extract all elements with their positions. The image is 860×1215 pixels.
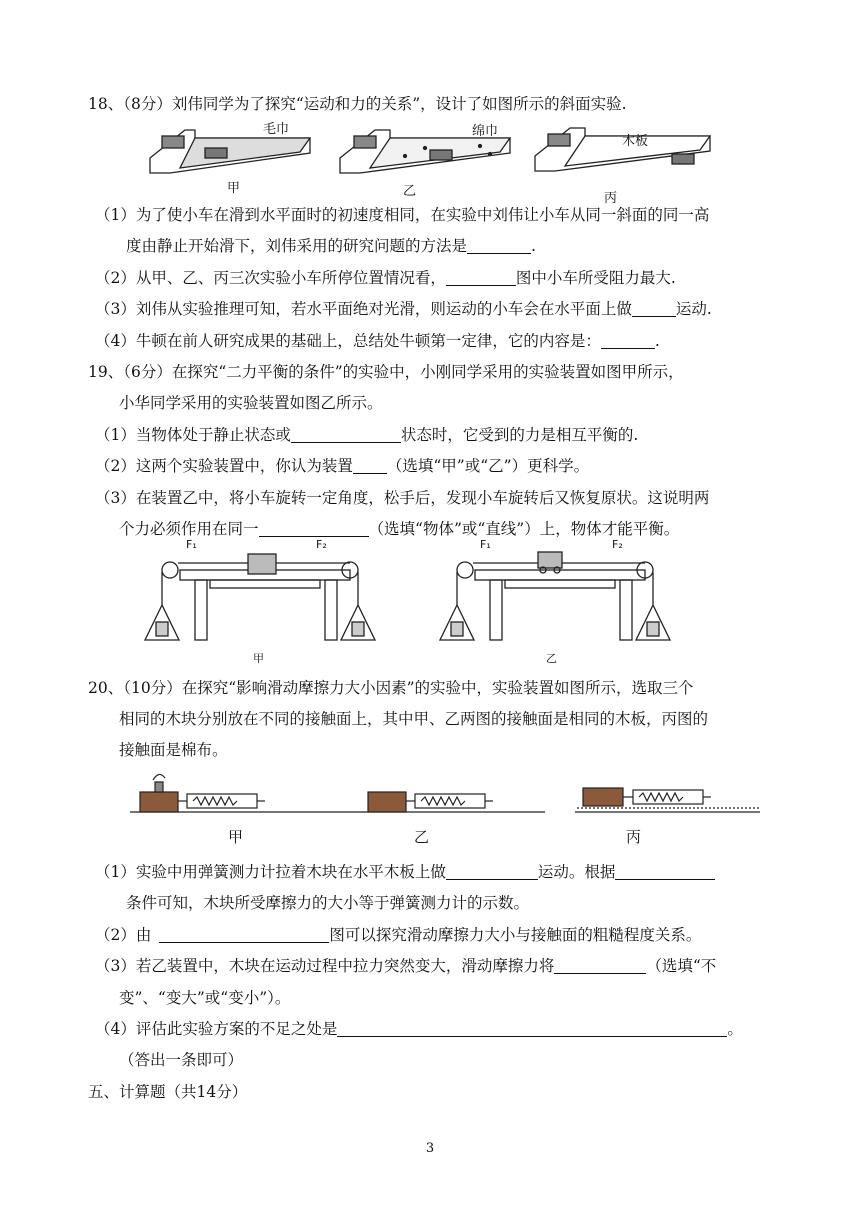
answer-blank[interactable]: [259, 520, 369, 537]
q18-s3-text: （3）刘伟从实验推理可知，若水平面绝对光滑，则运动的小车会在水平面上做: [95, 300, 632, 318]
q19-label-f1-jia: F₁: [186, 538, 197, 551]
q20-s2-end: 图可以探究滑动摩擦力大小与接触面的粗糙程度关系。: [329, 926, 702, 944]
q18-label-jia: 甲: [227, 181, 241, 196]
q20-s1-line1: [95, 862, 715, 882]
q19-label-jia: 甲: [253, 652, 264, 665]
q20-s3-line2: 变”、“变大”或“变小”）。: [119, 989, 291, 1007]
q19-s3-line1: （3）在装置乙中，将小车旋转一定角度，松手后，发现小车旋转后又恢复原状。这说明两: [95, 489, 710, 507]
q20-s1-line2: 条件可知，木块所受摩擦力的大小等于弹簧测力计的示数。: [126, 894, 530, 912]
page-number: 3: [425, 1141, 435, 1156]
q20-label-yi: 乙: [414, 828, 430, 846]
answer-blank[interactable]: [353, 457, 387, 474]
q18-label-cotton: 绵巾: [472, 124, 499, 139]
answer-blank[interactable]: [632, 300, 676, 317]
answer-blank[interactable]: [554, 957, 646, 974]
q20-stem-line1: 20、（10分）在探究“影响滑动摩擦力大小因素”的实验中，实验装置如图所示，选取三个: [88, 679, 694, 697]
answer-blank[interactable]: [291, 426, 401, 443]
q18-s4-text: （4）牛顿在前人研究成果的基础上，总结处牛顿第一定律，它的内容是：: [95, 332, 601, 350]
q19-s3-end: （选填“物体”或“直线”）上，物体才能平衡。: [368, 520, 680, 538]
q19-s3-text: 个力必须作用在同一: [119, 520, 259, 538]
q19-s1-end: 状态时，它受到的力是相互平衡的.: [400, 426, 639, 444]
q19-label-f1-yi: F₁: [480, 538, 491, 551]
answer-blank[interactable]: [446, 863, 538, 880]
q20-fig-jia: [130, 774, 355, 812]
q19-fig-jia: [145, 554, 375, 640]
q19-s1-text: （1）当物体处于静止状态或: [95, 426, 291, 444]
q19-stem-line1: 19、（6分）在探究“二力平衡的条件”的实验中，小刚同学采用的实验装置如图甲所示，: [88, 363, 684, 381]
q20-s1-mid: 运动。根据: [537, 863, 616, 881]
q18-s2-text: （2）从甲、乙、丙三次实验小车所停位置情况看，: [95, 269, 446, 287]
answer-blank[interactable]: [467, 237, 531, 254]
section-5-heading: 五、计算题（共14分）: [88, 1083, 248, 1101]
answer-blank[interactable]: [615, 863, 715, 880]
q19-label-yi: 乙: [546, 652, 557, 665]
q20-label-bing: 丙: [626, 828, 642, 846]
q18-s2-end: 图中小车所受阻力最大.: [515, 269, 676, 287]
q19-label-f2-yi: F₂: [612, 538, 623, 551]
answer-blank[interactable]: [601, 332, 655, 349]
q18-s4-end: .: [654, 332, 660, 350]
q19-s3-line2: [119, 519, 679, 539]
q19-label-f2-jia: F₂: [316, 538, 327, 551]
q20-s4: [95, 1019, 743, 1039]
answer-blank[interactable]: [159, 926, 329, 943]
q20-s4-text: （4）评估此实验方案的不足之处是: [95, 1020, 338, 1038]
q20-s2-text: （2）由: [95, 926, 152, 944]
q20-fig-yi: [355, 792, 545, 812]
q19-s1: [95, 425, 638, 445]
q19-stem-line2: 小华同学采用的实验装置如图乙所示。: [119, 394, 383, 412]
q19-fig-yi: [440, 552, 670, 640]
q18-s3: [95, 299, 712, 319]
q20-s3-end: （选填“不: [646, 957, 717, 975]
q18-label-towel: 毛巾: [263, 122, 290, 137]
q20-s4-note: （答出一条即可）: [119, 1051, 244, 1069]
q20-s1-text: （1）实验中用弹簧测力计拉着木块在水平木板上做: [95, 863, 446, 881]
q20-label-jia: 甲: [228, 828, 244, 846]
q19-s2-end: （选填“甲”或“乙”）更科学。: [386, 457, 590, 475]
answer-blank[interactable]: [337, 1020, 727, 1037]
q18-s1-line1: （1）为了使小车在滑到水平面时的初速度相同，在实验中刘伟让小车从同一斜面的同一高: [95, 206, 710, 224]
q19-balance-figure: [140, 540, 680, 670]
q20-s2: [95, 925, 701, 945]
q18-s4: [95, 331, 660, 351]
q19-s2: [95, 456, 589, 476]
answer-blank[interactable]: [446, 269, 516, 286]
q18-s1-end: .: [531, 237, 536, 255]
q18-s1-line2: [126, 236, 536, 256]
q20-stem-line2: 相同的木块分别放在不同的接触面上，其中甲、乙两图的接触面是相同的木板，丙图的: [119, 710, 709, 728]
q20-s3-text: （3）若乙装置中，木块在运动过程中拉力突然变大，滑动摩擦力将: [95, 957, 555, 975]
q18-s3-end: 运动.: [675, 300, 712, 318]
q20-s3-line1: [95, 956, 716, 976]
q20-friction-figure: [125, 770, 765, 825]
q18-label-bing: 丙: [604, 191, 618, 206]
q18-label-board: 木板: [622, 134, 649, 149]
q18-stem: 18、（8分）刘伟同学为了探究“运动和力的关系”，设计了如图所示的斜面实验.: [88, 95, 627, 113]
q18-s2: [95, 268, 676, 288]
q19-s2-text: （2）这两个实验装置中，你认为装置: [95, 457, 353, 475]
q18-s1-text: 度由静止开始滑下，刘伟采用的研究问题的方法是: [126, 237, 468, 255]
q20-s4-end: 。: [727, 1020, 743, 1038]
q20-stem-line3: 接触面是棉布。: [119, 741, 228, 759]
q20-fig-bing: [575, 788, 760, 812]
q18-label-yi: 乙: [403, 184, 417, 199]
